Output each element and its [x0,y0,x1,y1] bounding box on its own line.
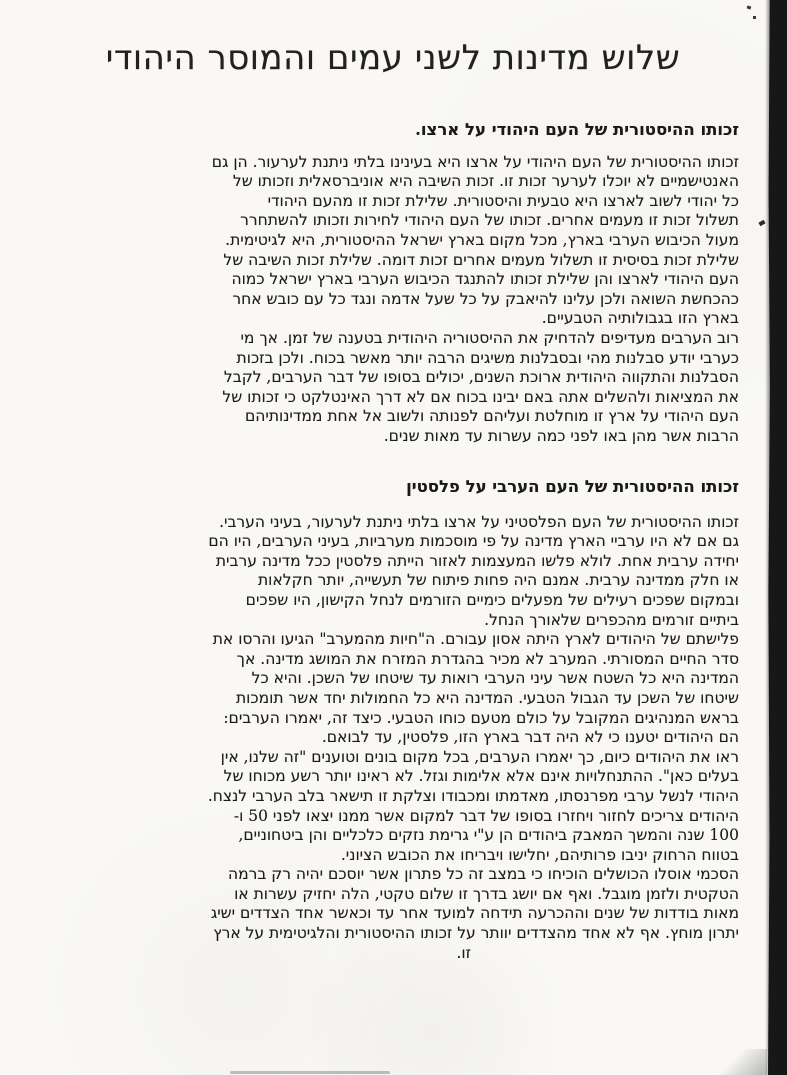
paragraph [47,630,739,748]
scan-edge-shadow [765,0,771,1075]
text-line: את המציאות ולהשלים אתה באם יבינו בכוח אם לא דרך האינטלקט כי זכותו של [222,387,739,406]
text-line: היהודי לנשל ערבי מפרנסתו, מאדמתו ומכבודו וצלקת זו תישאר בלב הערבי לנצח. [207,786,739,805]
paragraph [47,329,739,447]
text-line: זכותו ההיסטורית של העם היהודי על ארצו היא בעינינו בלתי ניתנת לערעור. הן גם [211,152,739,171]
paragraph [47,153,739,329]
text-line: היהודים צריכים לחזור ויחזרו בסופו של דבר למקום אשר ממנו יצאו לפני 50 ו- [233,806,739,825]
text-line: שיטחו של השכן עד הגבול הטבעי. המדינה היא כל החמולות יחד אשר תומכות [236,688,739,707]
section-body [47,153,739,447]
text-line: ראו את היהודים כיום, כך יאמרו הערבים, בכל מקום בונים וטוענים "זה שלנו, אין [220,747,739,766]
paragraph [47,513,739,631]
text-line: יתרון מוחץ. אף לא אחד מהצדדים יוותר על זכותו ההיסטורית והלגיטימית על ארץ [213,924,739,943]
text-line: הטקטית ולזמן מוגבל. ואף אם יושג בדרך זו שלום טקטי, הלה יחזיק עשרות או [234,884,739,903]
text-line: הם היהודים יטענו כי לא היה דבר בארץ הזו, פלסטין, עד לבואם. [321,728,739,747]
text-line: גם אם לא היו ערביי הארץ מדינה על פי מוסכמות מערביות, בעיני הערבים, היו הם [208,532,739,551]
text-line: מעול הכיבוש הערבי בארץ, מכל מקום בארץ ישראל ההיסטורית, היא לגיטימית. [225,231,739,250]
section-heading: זכותו ההיסטורית של העם הערבי על פלסטין [406,476,739,496]
section-arab-historical-right [47,477,739,964]
text-line: הסכמי אוסלו הכושלים הוכיחו כי במצב זה כל פתרון אשר יוסכם יהיה רק ברמה [227,865,739,884]
text-line: זו. [456,943,471,962]
scan-speck [747,5,752,9]
text-line: זכותו ההיסטורית של העם הפלסטיני על ארצו בלתי ניתנת לערעור, בעיני הערבי. [219,512,739,531]
text-line: כערבי יודע סבלנות מהי ובסבלנות משיגים הרבה יותר מאשר בכוח. ולכן בזכות [236,348,739,367]
scan-smudge [709,1049,767,1075]
text-line: שלילת זכות בסיסית זו תשלול מעמים אחרים זכות דומה. שלילת זכות השיבה של [223,250,739,269]
text-line: המדינה היא כל השטח אשר עיני הערבי רואות עד שיטחו של השכן. והיא כל [251,669,739,688]
text-line: העם היהודי על ארץ זו מוחלטת ועליהם לפנותה ולשוב אל אחת ממדינותיהם [244,407,739,426]
text-line: כהכחשת השואה ולכן עלינו להיאבק על כל שעל אדמה ונגד כל עם כובש אחר [232,289,739,308]
section-heading: זכותו ההיסטורית של העם היהודי על ארצו. [415,120,739,139]
paragraph [47,865,739,963]
text-line: האנטישמיים לא יוכלו לערער זכות זו. זכות השיבה היא אוניברסאלית וזכותו של [232,172,739,191]
paragraph [47,748,739,866]
text-line: הסבלנות והתקווה היהודית ארוכת השנים, יכולים בסופו של דבר הערבים, לקבל [223,368,739,387]
text-line: בארץ הזו בגבולותיה הטבעיים. [541,309,739,328]
text-line: 100 שנה והמשך המאבק ביהודים הן ע"י גרימת נזקים כלכליים והן ביטחוניים, [238,826,739,845]
document-content [47,0,739,963]
section-body [47,513,739,964]
text-line: או חלק ממדינה ערבית. אמנם היה פחות פיתוח של תעשייה, יותר חקלאות [258,571,739,590]
text-line: מאות בודדות של שנים וההכרעה תידחה למועד אחר עד וכאשר אחד הצדדים ישיג [210,904,739,923]
scan-bottom-mark [230,1071,390,1074]
text-line: הרבות אשר מהן באו לפני כמה עשרות עד מאות שנים. [383,427,739,445]
text-line: בטווח הרחוק יניבו פרותיהם, יחלישו ויבריחו את הכובש הציוני. [340,845,739,864]
text-line: יחידה ערבית אחת. לולא פלשו המעצמות לאזור הייתה פלסטין ככל מדינה ערבית [215,551,739,570]
text-line: בעלים כאן". ההתנחלויות אינם אלא אלימות וגזל. לא ראינו יותר רשע מכוחו של [223,767,739,786]
text-line: ביתיים זורמים מהכפרים שלאורך הנחל. [484,610,739,629]
scan-speck [753,16,756,19]
text-line: תשלול זכות זו מעמים אחרים. זכותו של העם היהודי לחירות וזכותו להשתחרר [240,211,739,230]
text-line: רוב הערבים מעדיפים להדחיק את ההיסטוריה היהודית בטענה של זמן. אך מי [240,329,739,348]
document-title: שלוש מדינות לשני עמים והמוסר היהודי [105,38,681,78]
text-line: בראש המנהיגים המקובל על כולם מטעם כוחו הטבעי. כיצד זה, יאמרו הערבים: [223,708,739,727]
text-line: ובמקום שפכים רעילים של מפעלים כימיים הזורמים לנחל הקישון, היו שפכים [245,590,739,609]
text-line: כל יהודי לשוב לארצו היא טבעית והיסטורית. שלילת זכות זו מהעם היהודי [267,191,739,210]
text-line: פלישתם של היהודים לארץ היתה אסון עבורם. ה"חיות מהמערב" הגיעו והרסו את [212,630,739,649]
section-jewish-historical-right [47,120,739,447]
text-line: סדר החיים המסורתי. המערב לא מכיר בהגדרת המזרח את המושג מדינה. אך [236,649,739,668]
text-line: העם היהודי לארצו והן שלילת זכותו להתנגד הכיבוש הערבי בארץ ישראל כמוה [231,270,739,289]
